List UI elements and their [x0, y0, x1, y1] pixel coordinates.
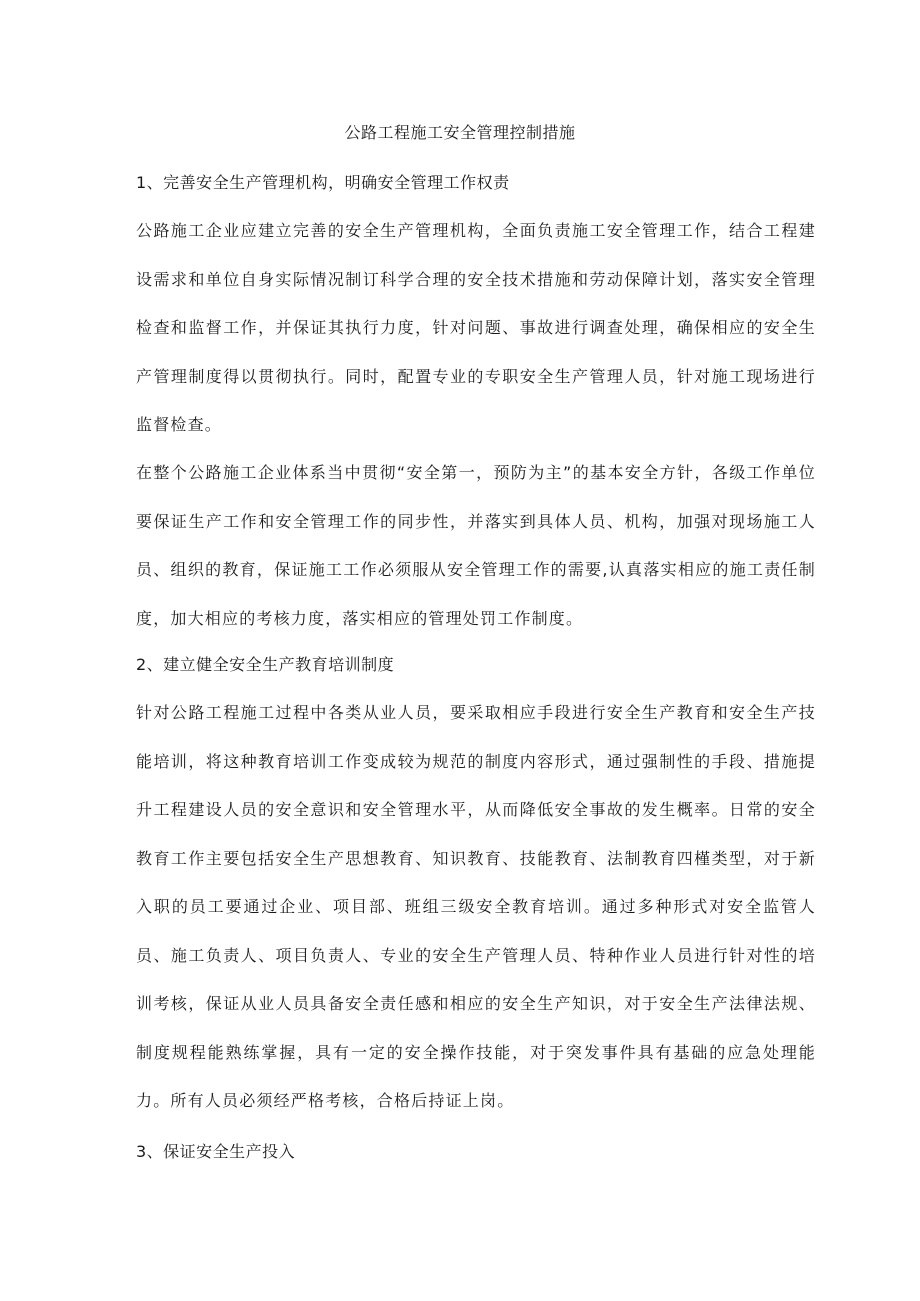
- section-1-paragraph-2: 在整个公路施工企业体系当中贯彻“安全第一，预防为主”的基本安全方针，各级工作单位要保证生产工作和安全管理工作的同步性，并落实到具体人员、机构，加强对现场施工人员、组织的教育，保证施工工作必须服从安全管理工作的需要,认真落实相应的施工责任制度，加大相应的考核力度，落实相应的管理处罚工作制度。: [136, 463, 816, 628]
- section-2-heading: 2、建立健全安全生产教育培训制度: [136, 655, 395, 674]
- document-title: 公路工程施工安全管理控制措施: [344, 123, 576, 142]
- section-3-heading: 3、保证安全生产投入: [136, 1142, 296, 1161]
- section-1-heading: 1、完善安全生产管理机构，明确安全管理工作权责: [136, 173, 510, 192]
- section-1-paragraph-1: 公路施工企业应建立完善的安全生产管理机构，全面负责施工安全管理工作，结合工程建设需求和单位自身实际情况制订科学合理的安全技术措施和劳动保障计划，落实安全管理检查和监督工作，并保证其执行力度，针对问题、事故进行调查处理，确保相应的安全生产管理制度得以贯彻执行。同时，配置专业的专职安全生产管理人员，针对施工现场进行监督检查。: [136, 221, 816, 434]
- section-2-paragraph-1: 针对公路工程施工过程中各类从业人员，要采取相应手段进行安全生产教育和安全生产技能培训，将这种教育培训工作变成较为规范的制度内容形式，通过强制性的手段、措施提升工程建设人员的安全意识和安全管理水平，从而降低安全事故的发生概率。日常的安全教育工作主要包括安全生产思想教育、知识教育、技能教育、法制教育四槿类型，对于新入职的员工要通过企业、项目部、班组三级安全教育培训。通过多种形式对安全监管人员、施工负责人、项目负责人、专业的安全生产管理人员、特种作业人员进行针对性的培训考核，保证从业人员具备安全责任感和相应的安全生产知识，对于安全生产法律法规、制度规程能熟练掌握，具有一定的安全操作技能，对于突发事件具有基础的应急处理能力。所有人员必须经严格考核，合格后持证上岗。: [136, 703, 816, 1110]
